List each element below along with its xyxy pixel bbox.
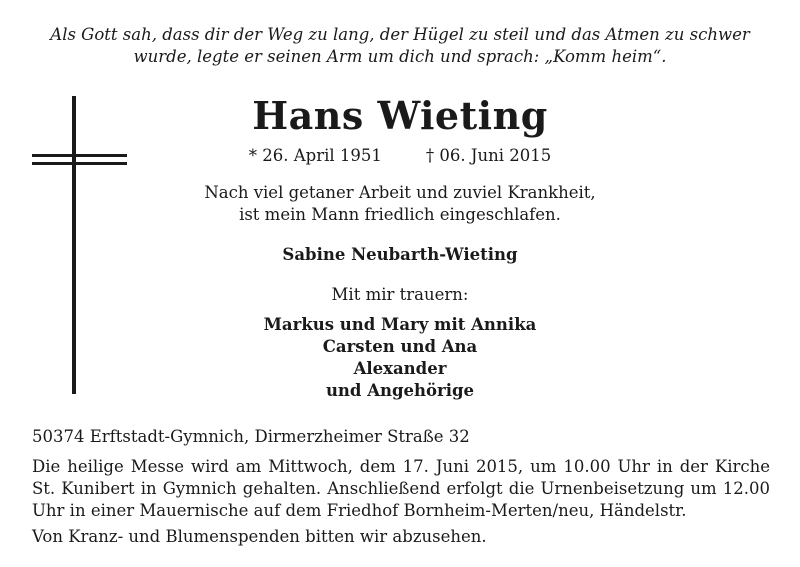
mourner-line: Carsten und Ana [322,337,478,356]
spouse-name: Sabine Neubarth-Wieting [282,245,518,264]
service-details: Die heilige Messe wird am Mittwoch, dem 17. Juni 2015, um 10.00 Uhr in der Kirche St. Kunibert in Gymnich gehalten. Anschließend erfolgt die Urnenbeisetzung um 12.00 Uhr in einer Mauernische auf dem Friedhof Bornheim-Merten/neu, Händelstr. [32,457,770,520]
mourners-list [150,314,650,402]
cross-icon [32,96,127,394]
death-date: † 06. Juni 2015 [425,146,552,165]
address: 50374 Erftstadt-Gymnich, Dirmerzheimer Straße 32 [32,427,470,446]
birth-date: * 26. April 1951 [248,146,382,165]
cross-horizontal-bar-lower [32,162,127,165]
opening-quote [20,24,780,68]
mourner-line: Markus und Mary mit Annika [263,315,537,334]
message [150,182,650,226]
deceased-name: Hans Wieting [252,93,548,138]
life-dates [150,146,650,165]
quote-line-2: wurde, legte er seinen Arm um dich und sprach: „Komm heim“. [133,47,667,66]
cross-vertical-bar [72,96,76,394]
mourner-line: Alexander [353,359,447,378]
mourner-line: und Angehörige [325,381,475,400]
message-line-2: ist mein Mann friedlich eingeschlafen. [239,205,561,224]
quote-line-1: Als Gott sah, dass dir der Weg zu lang, der Hügel zu steil und das Atmen zu schwer [50,25,750,44]
mourners-intro: Mit mir trauern: [331,285,469,304]
cross-horizontal-bar-upper [32,154,127,157]
flowers-note: Von Kranz- und Blumenspenden bitten wir abzusehen. [32,527,487,546]
message-line-1: Nach viel getaner Arbeit und zuviel Krankheit, [204,183,596,202]
